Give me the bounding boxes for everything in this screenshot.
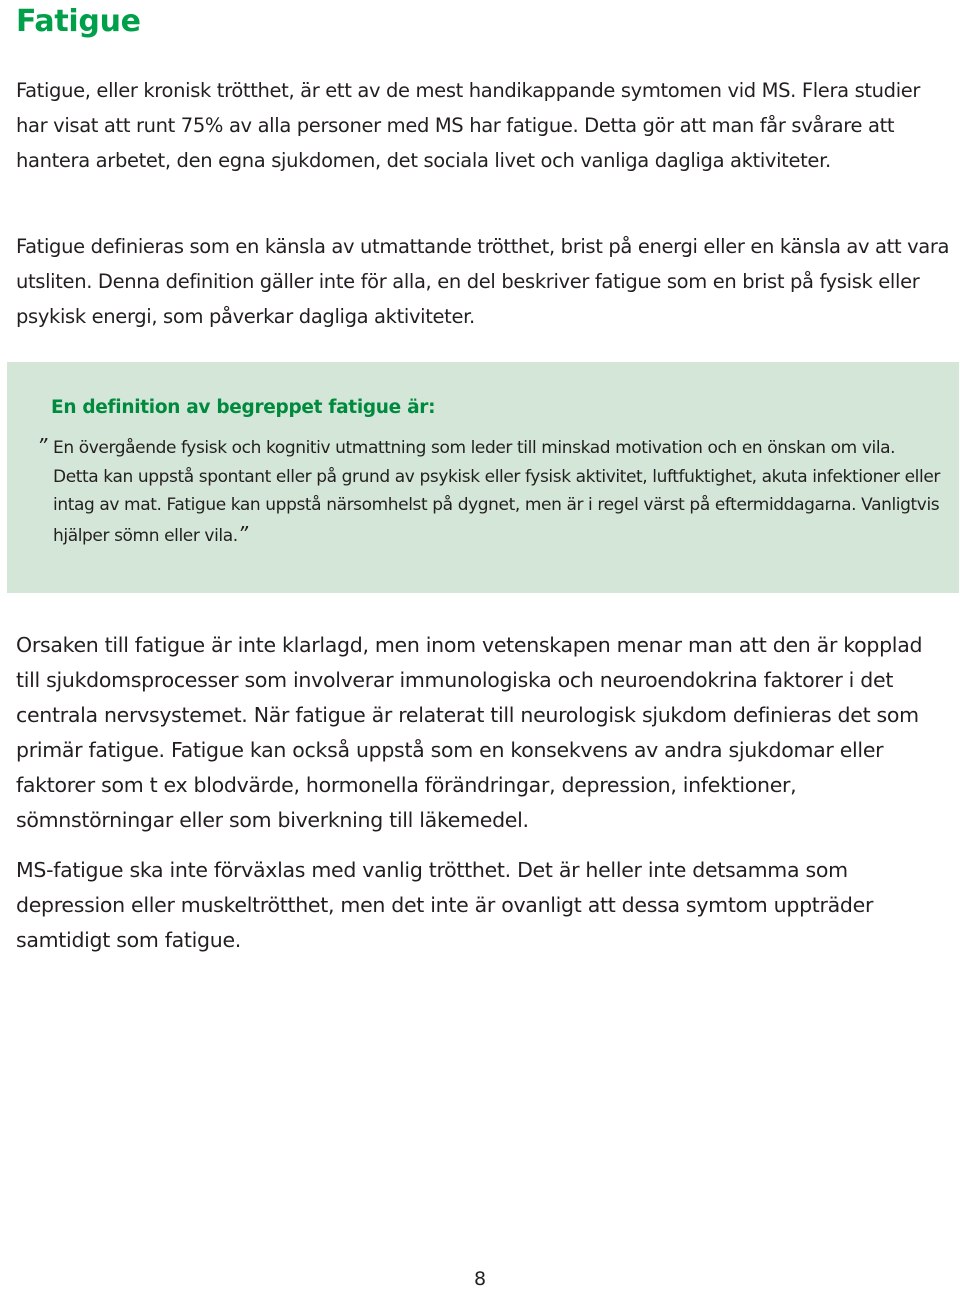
intro-paragraph-1: Fatigue, eller kronisk trötthet, är ett av de mest handikappande symtomen vid MS. Flera studier har visat att runt 75% av alla personer med MS har fatigue. Detta gör att man får svårare att hantera arbetet, den egna sjukdomen, det sociala livet och vanliga dagliga aktiviteter.: [16, 79, 921, 172]
definition-box: [7, 362, 959, 593]
page-number: 8: [473, 1268, 487, 1290]
page-title: Fatigue: [16, 4, 141, 39]
body-paragraph-1: Orsaken till fatigue är inte klarlagd, men inom vetenskapen menar man att den är kopplad till sjukdomsprocesser som involverar immunologiska och neuroendokrina faktorer i det centrala nervsystemet. När fatigue är relaterat till neurologisk sjukdom definieras det som primär fatigue. Fatigue kan också uppstå som en konsekvens av andra sjukdomar eller faktorer som t ex blodvärde, hormonella förändringar, depression, infektioner, sömnstörningar eller som biverkning till läkemedel.: [16, 633, 923, 832]
quote-open-mark: ”: [37, 434, 47, 458]
quote-close-mark: ”: [237, 521, 248, 546]
body-paragraph-2: MS-fatigue ska inte förväxlas med vanlig trötthet. Det är heller inte detsamma som depression eller muskeltrötthet, men det inte är ovanligt att dessa symtom uppträder samtidigt som fatigue.: [16, 858, 874, 952]
intro-paragraph-2: Fatigue definieras som en känsla av utmattande trötthet, brist på energi eller en känsla av att vara utsliten. Denna definition gäller inte för alla, en del beskriver fatigue som en brist på fysisk eller psykisk energi, som påverkar dagliga aktiviteter.: [16, 235, 950, 328]
definition-quote: [37, 434, 943, 550]
definition-heading: En definition av begreppet fatigue är:: [51, 397, 436, 418]
definition-quote-text: En övergående fysisk och kognitiv utmattning som leder till minskad motivation och en önskan om vila. Detta kan uppstå spontant eller på grund av psykisk eller fysisk aktivitet, luftfuktighet, akuta infektioner eller intag av mat. Fatigue kan uppstå närsomhelst på dygnet, men är i regel värst på eftermiddagarna. Vanligtvis hjälper sömn eller vila.: [53, 438, 940, 546]
